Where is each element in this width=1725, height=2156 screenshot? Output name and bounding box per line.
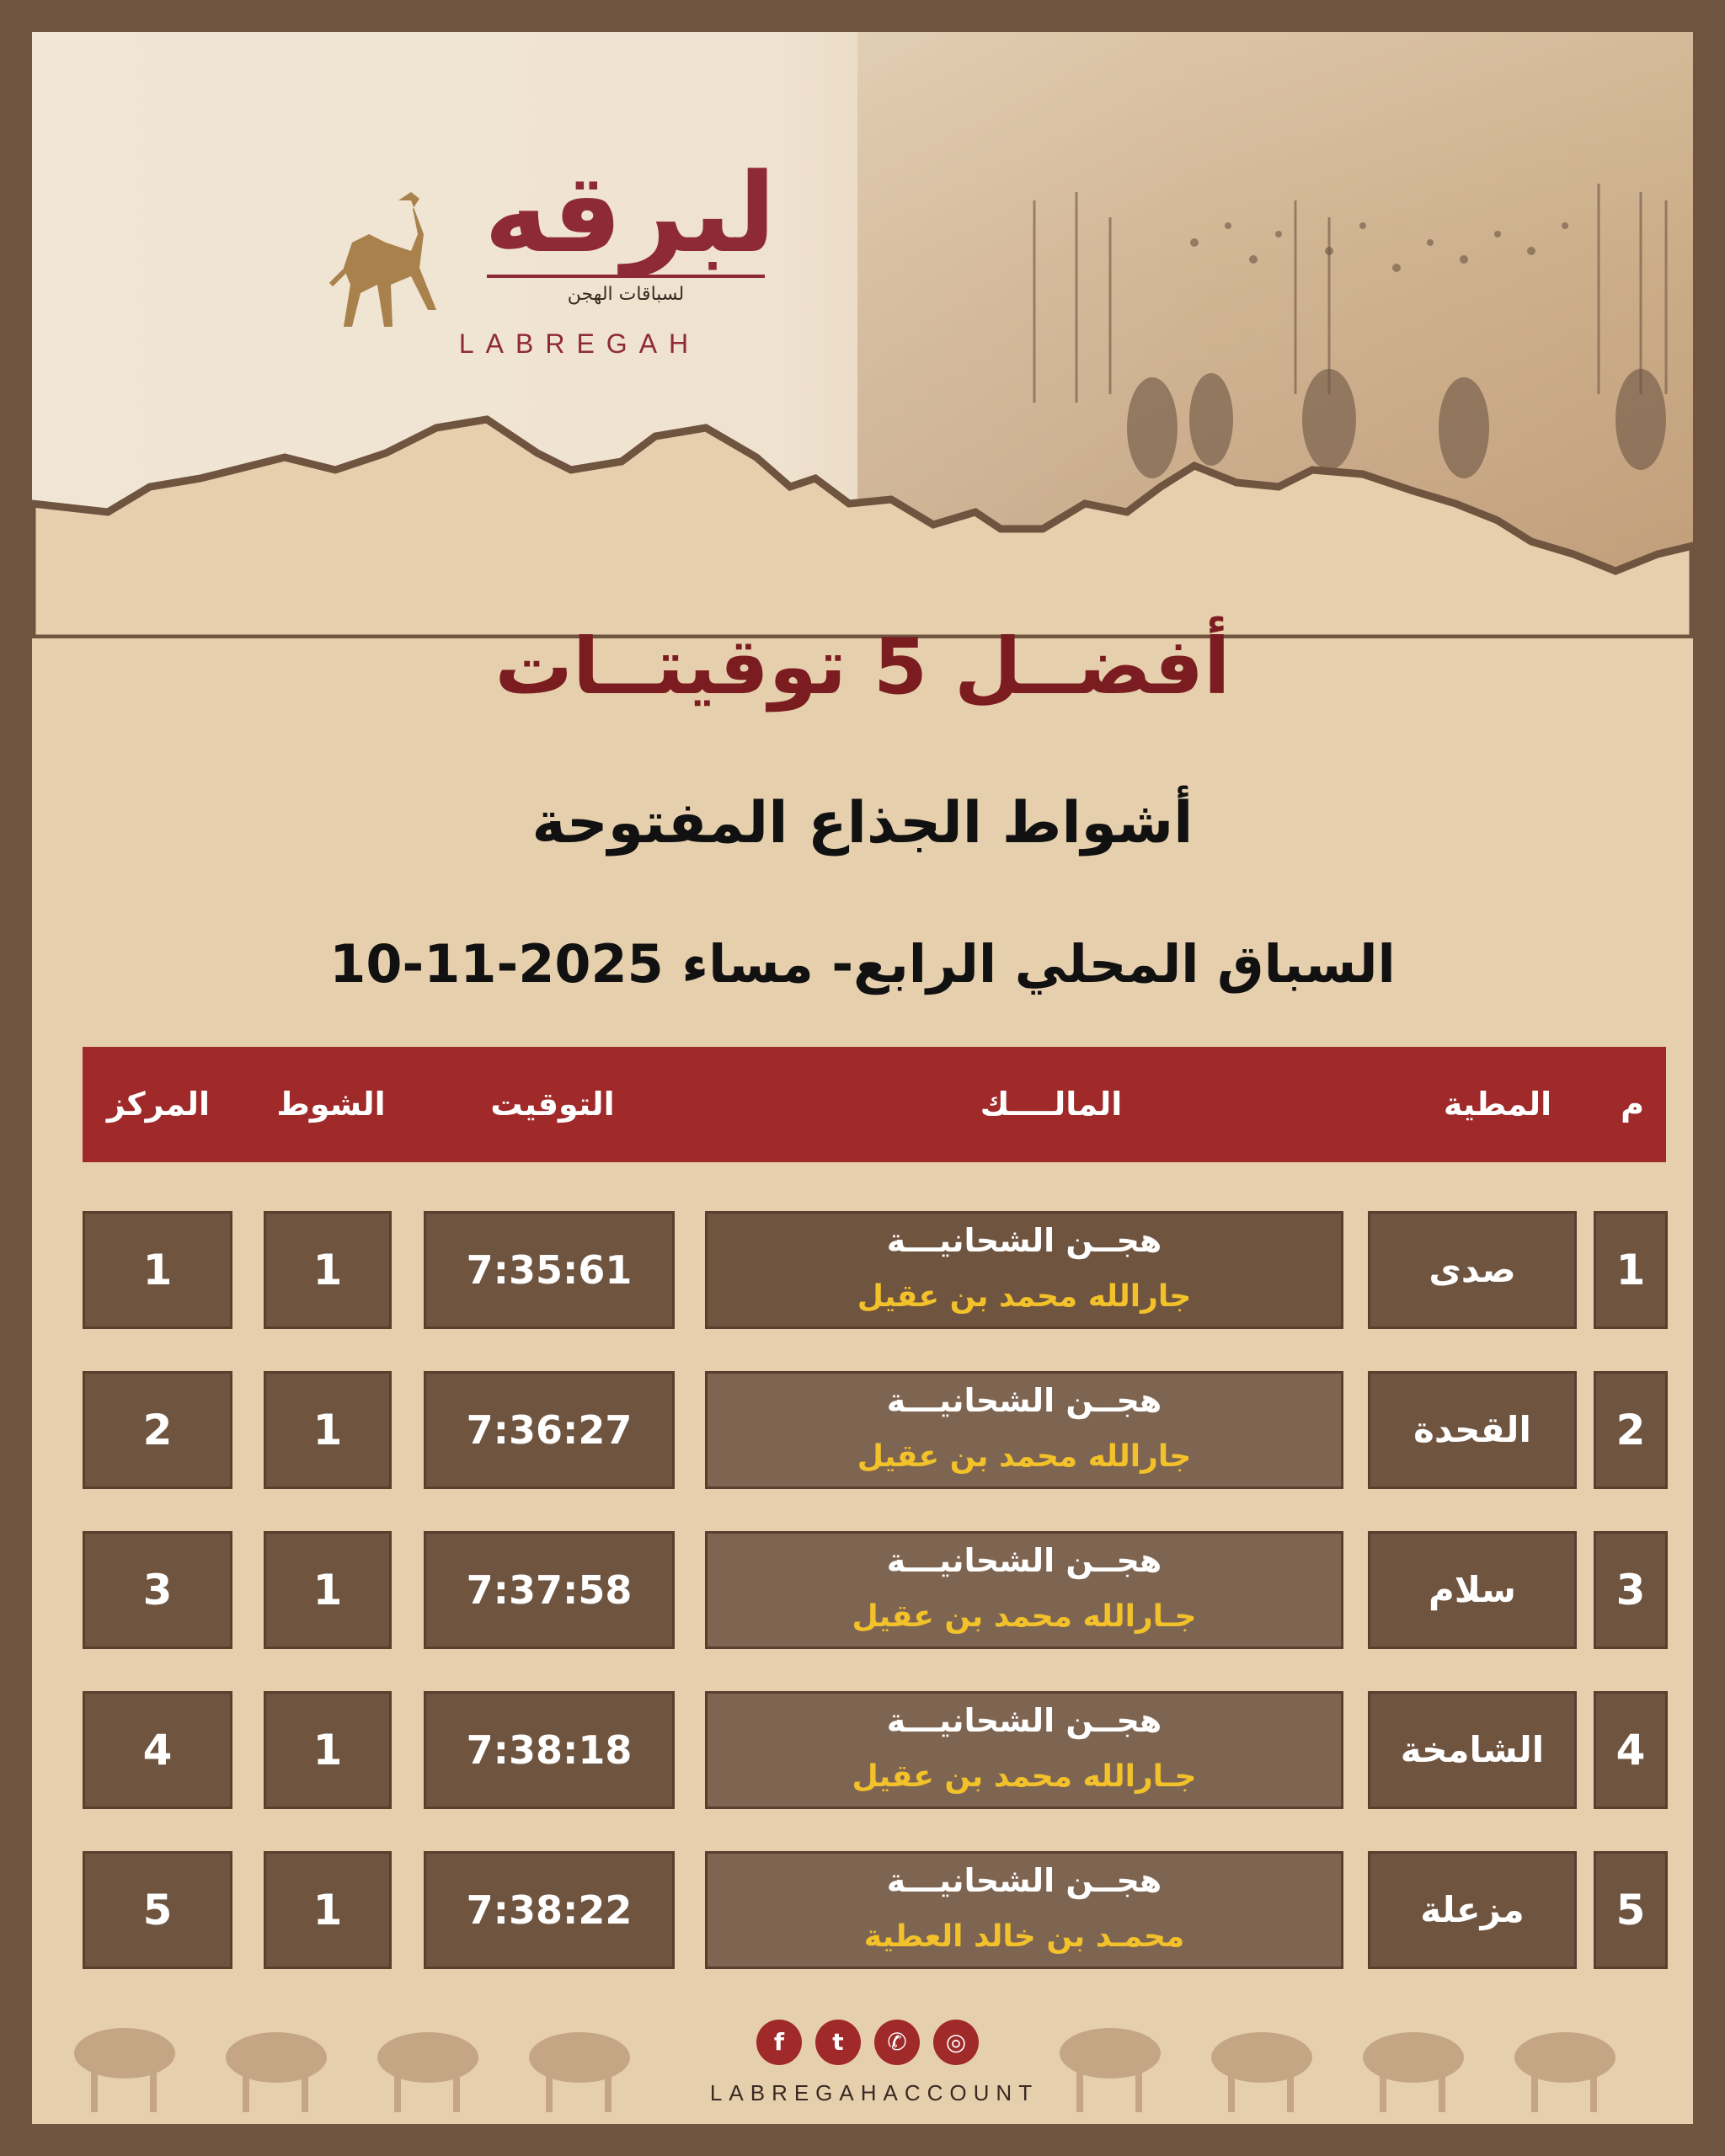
owner-cell <box>705 1371 1343 1489</box>
facebook-icon[interactable]: f <box>756 2020 802 2065</box>
header-time: التوقيت <box>490 1086 615 1123</box>
position-cell: 4 <box>83 1691 232 1809</box>
logo-arabic-wordmark: لبرقه <box>483 149 777 277</box>
owner-group: هجــن الشحانيـــة <box>886 1382 1162 1419</box>
logo-english-wordmark: LABREGAH <box>458 328 701 359</box>
social-links <box>748 2020 1001 2070</box>
owner-group: هجــن الشحانيـــة <box>886 1542 1162 1579</box>
position-cell: 2 <box>83 1371 232 1489</box>
brand-logo <box>318 150 824 377</box>
round-cell: 1 <box>264 1531 392 1649</box>
round-cell: 1 <box>264 1691 392 1809</box>
time-cell: 7:38:22 <box>424 1851 675 1969</box>
mount-cell: مزعلة <box>1368 1851 1577 1969</box>
social-handle: LABREGAHACCOUNT <box>709 2080 1039 2105</box>
instagram-icon[interactable]: ◎ <box>933 2020 979 2065</box>
owner-group: هجــن الشحانيـــة <box>886 1862 1162 1899</box>
time-cell: 7:38:18 <box>424 1691 675 1809</box>
time-cell: 7:37:58 <box>424 1531 675 1649</box>
mount-cell: الشامخة <box>1368 1691 1577 1809</box>
owner-group: هجــن الشحانيـــة <box>886 1222 1162 1259</box>
owner-cell <box>705 1531 1343 1649</box>
round-cell: 1 <box>264 1851 392 1969</box>
owner-cell <box>705 1211 1343 1329</box>
phone-icon[interactable]: ✆ <box>874 2020 920 2065</box>
hero-band <box>32 32 1693 605</box>
header-round: الشوط <box>276 1086 386 1123</box>
mount-cell: القحدة <box>1368 1371 1577 1489</box>
owner-name: محمـد بن خالد العطية <box>863 1919 1185 1954</box>
no-cell: 3 <box>1594 1531 1668 1649</box>
camel-logo-icon <box>318 184 453 344</box>
owner-name: جارالله محمد بن عقيل <box>857 1439 1192 1474</box>
position-cell: 3 <box>83 1531 232 1649</box>
twitter-icon[interactable]: t <box>815 2020 861 2065</box>
camel-caravan-left <box>57 1994 697 2121</box>
no-cell: 5 <box>1594 1851 1668 1969</box>
time-cell: 7:36:27 <box>424 1371 675 1489</box>
owner-name: جارالله محمد بن عقيل <box>857 1279 1192 1314</box>
page-subtitle: أشواط الجذاع المفتوحة <box>531 790 1194 857</box>
header-rank-no: م <box>1621 1086 1644 1123</box>
position-cell: 5 <box>83 1851 232 1969</box>
round-cell: 1 <box>264 1211 392 1329</box>
owner-group: هجــن الشحانيـــة <box>886 1702 1162 1739</box>
race-date-line: السباق المحلي الرابع- مساء 2025-11-10 <box>329 933 1396 995</box>
header-owner: المالــــك <box>980 1086 1123 1123</box>
owner-name: جـارالله محمد بن عقيل <box>852 1759 1197 1794</box>
position-cell: 1 <box>83 1211 232 1329</box>
mount-cell: صدى <box>1368 1211 1577 1329</box>
header-mount: المطية <box>1443 1086 1552 1123</box>
owner-cell <box>705 1851 1343 1969</box>
no-cell: 2 <box>1594 1371 1668 1489</box>
no-cell: 4 <box>1594 1691 1668 1809</box>
camel-caravan-right <box>1043 1994 1683 2121</box>
logo-tagline: لسباقات الهجن <box>487 275 765 312</box>
round-cell: 1 <box>264 1371 392 1489</box>
time-cell: 7:35:61 <box>424 1211 675 1329</box>
mount-cell: سلام <box>1368 1531 1577 1649</box>
poster <box>32 32 1693 2124</box>
header-position: المركز <box>106 1086 211 1123</box>
no-cell: 1 <box>1594 1211 1668 1329</box>
page-title: أفضــل 5 توقيتــات <box>494 622 1231 712</box>
sand-ridge <box>32 32 1693 638</box>
owner-cell <box>705 1691 1343 1809</box>
owner-name: جـارالله محمد بن عقيل <box>852 1599 1197 1634</box>
table-header <box>83 1047 1666 1162</box>
